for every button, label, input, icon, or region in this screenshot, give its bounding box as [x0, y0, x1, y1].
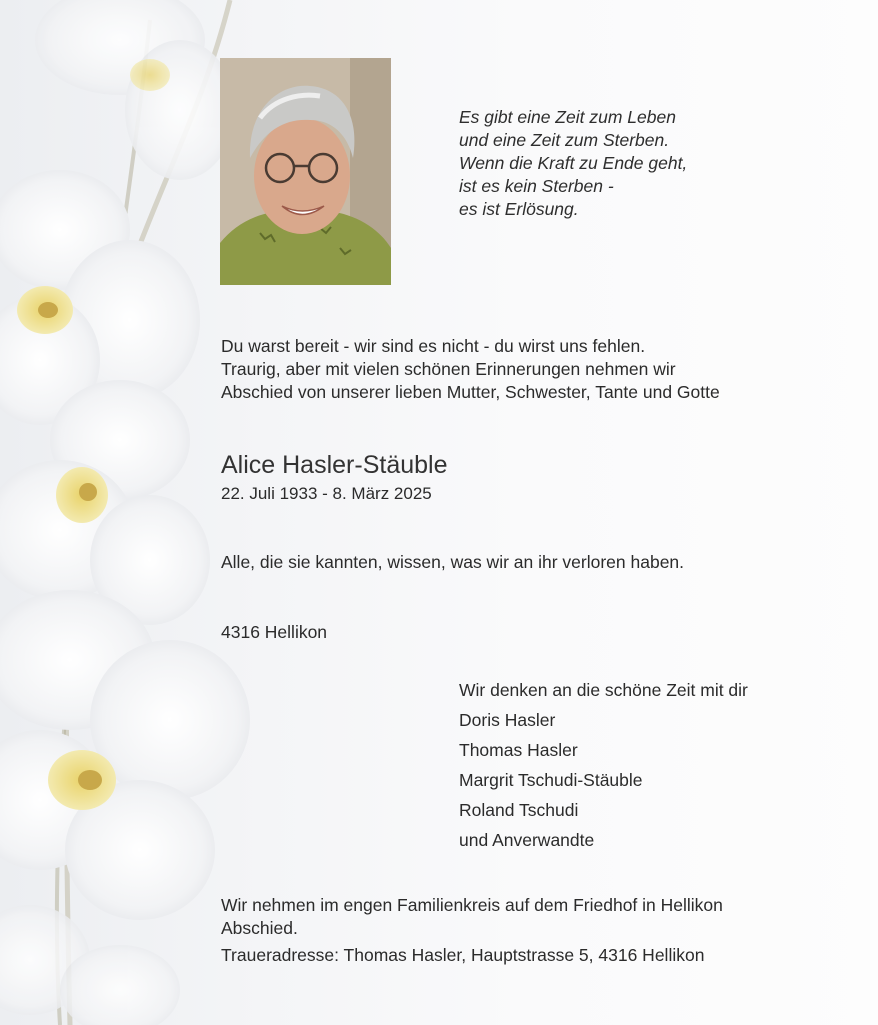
intro-text	[221, 335, 720, 404]
mourner-line: Roland Tschudi	[459, 800, 579, 820]
mourner-line: Thomas Hasler	[459, 740, 578, 760]
location-text: 4316 Hellikon	[221, 622, 328, 642]
mourner-line: und Anverwandte	[459, 830, 595, 850]
mourners-list	[459, 675, 748, 855]
remembrance-text: Alle, die sie kannten, wissen, was wir an ihr verloren haben.	[221, 552, 685, 572]
mourning-address: Traueradresse: Thomas Hasler, Hauptstrasse 5, 4316 Hellikon	[221, 945, 705, 965]
mourner-line: Wir denken an die schöne Zeit mit dir	[459, 680, 748, 700]
closing-text	[221, 894, 723, 967]
portrait-photo	[220, 58, 391, 285]
mourner-line: Doris Hasler	[459, 710, 556, 730]
quote-line: Es gibt eine Zeit zum Leben	[459, 107, 676, 127]
closing-line: Wir nehmen im engen Familienkreis auf dem Friedhof in Hellikon	[221, 895, 723, 915]
closing-line: Abschied.	[221, 918, 298, 938]
intro-line: Traurig, aber mit vielen schönen Erinnerungen nehmen wir	[221, 359, 676, 379]
life-dates: 22. Juli 1933 - 8. März 2025	[221, 484, 432, 503]
quote-line: es ist Erlösung.	[459, 199, 579, 219]
quote-line: Wenn die Kraft zu Ende geht,	[459, 153, 688, 173]
memorial-quote	[459, 106, 687, 221]
quote-line: und eine Zeit zum Sterben.	[459, 130, 670, 150]
deceased-name: Alice Hasler-Stäuble	[221, 451, 448, 479]
quote-line: ist es kein Sterben -	[459, 176, 614, 196]
mourner-line: Margrit Tschudi-Stäuble	[459, 770, 643, 790]
intro-line: Abschied von unserer lieben Mutter, Schwester, Tante und Gotte	[221, 382, 720, 402]
intro-line: Du warst bereit - wir sind es nicht - du wirst uns fehlen.	[221, 336, 646, 356]
